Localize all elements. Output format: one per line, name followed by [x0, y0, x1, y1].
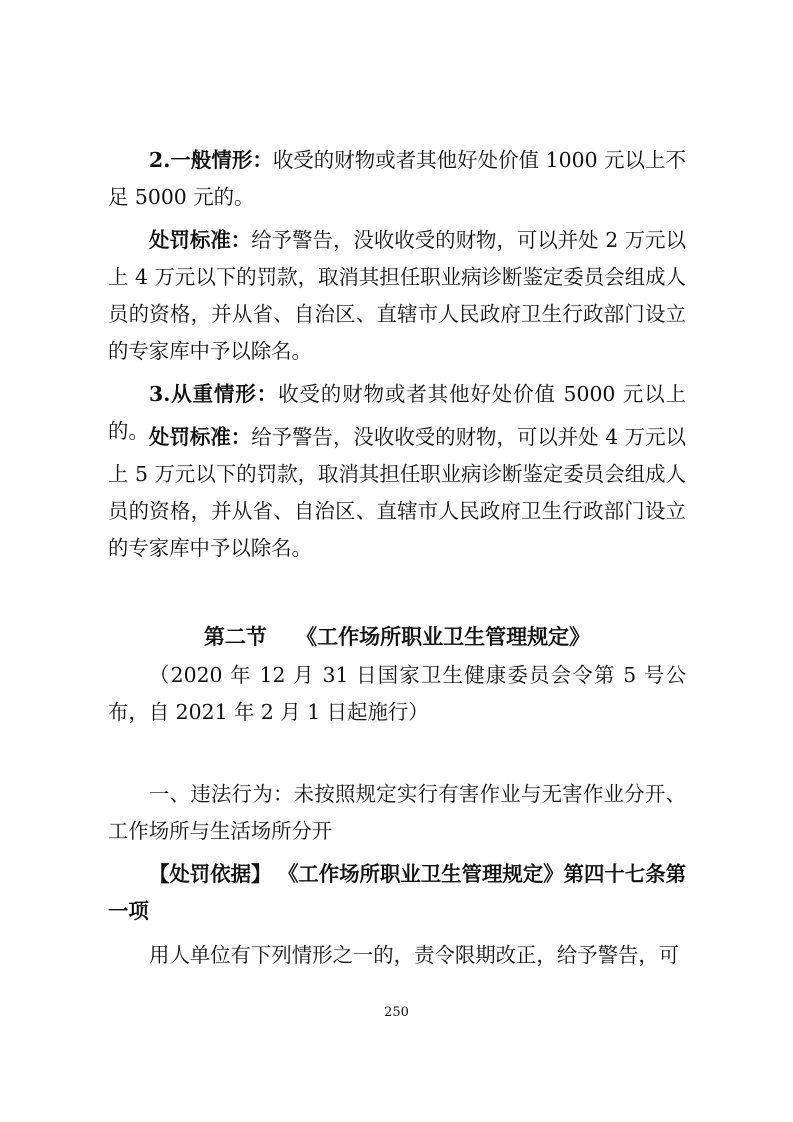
paragraph-general-case	[108, 142, 686, 216]
text-penalty-standard-1: 给予警告，没收收受的财物，可以并处 2 万元以上 4 万元以下的罚款，取消其担任职业病诊断鉴定委员会组成人员的资格，并从省、自治区、直辖市人民政府卫生行政部门设立的专家库中予以除名。	[108, 228, 686, 363]
penalty-basis-text: 《工作场所职业卫生管理规定》第四十七条第一项	[108, 862, 687, 923]
section-heading	[108, 618, 686, 655]
penalty-basis	[108, 856, 686, 930]
text-severe-case: 收受的财物或者其他好处价值 5000 元以上的。	[108, 382, 686, 443]
paragraph-penalty-standard-1	[108, 222, 686, 370]
section-title: 《工作场所职业卫生管理规定》	[296, 624, 591, 649]
violation-text: 一、违法行为：未按照规定实行有害作业与无害作业分开、工作场所与生活场所分开	[108, 782, 686, 843]
label-general-case: 2.一般情形：	[149, 148, 273, 172]
last-paragraph: 用人单位有下列情形之一的，责令限期改正，给予警告，可	[149, 943, 680, 967]
label-penalty-standard-1: 处罚标准：	[149, 228, 252, 252]
label-severe-case: 3.从重情形：	[149, 382, 279, 406]
label-penalty-standard-2: 处罚标准：	[149, 425, 252, 449]
text-penalty-standard-2: 给予警告，没收收受的财物，可以并处 4 万元以上 5 万元以下的罚款，取消其担任职业病诊断鉴定委员会组成人员的资格，并从省、自治区、直辖市人民政府卫生行政部门设立的专家库中予以除名。	[108, 425, 686, 560]
section-number: 第二节	[203, 624, 267, 649]
text-general-case: 收受的财物或者其他好处价值 1000 元以上不足 5000 元的。	[108, 148, 686, 209]
penalty-basis-label: 【处罚依据】	[149, 862, 272, 886]
page-number: 250	[384, 1005, 409, 1020]
paragraph-penalty-standard-2	[108, 419, 686, 567]
section-note: （2020 年 12 月 31 日国家卫生健康委员会令第 5 号公布，自 2021 年 2 月 1 日起施行）	[108, 663, 686, 724]
